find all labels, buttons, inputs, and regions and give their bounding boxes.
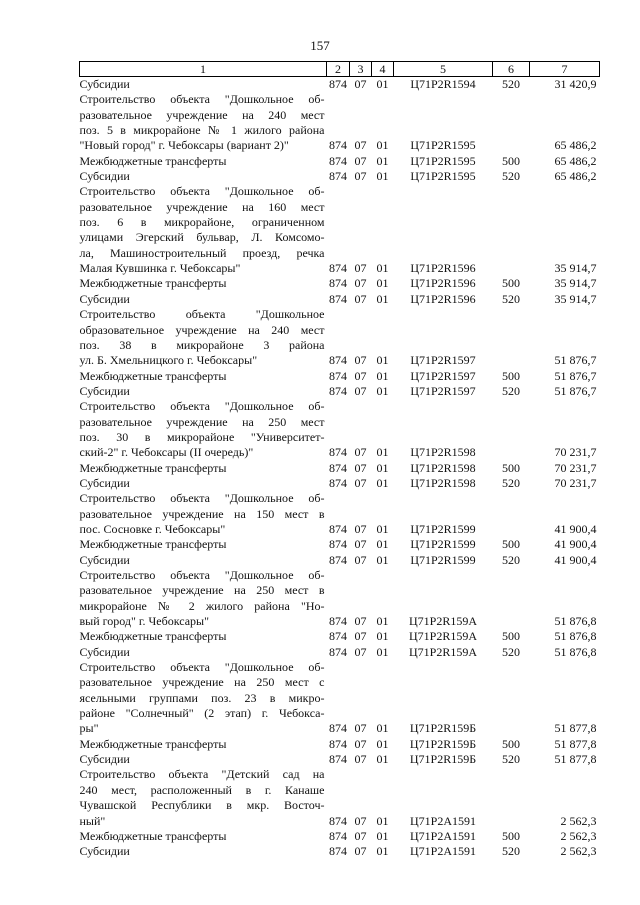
item-name-line: улицами Эгерский бульвар, Л. Комсомо- <box>79 230 325 245</box>
table-row <box>80 169 600 184</box>
amount-cell: 65 486,2 <box>554 153 597 168</box>
expense-type-cell <box>493 568 530 629</box>
expense-type-cell <box>493 92 530 153</box>
header-col-2: 2 <box>327 62 350 77</box>
target-article-cell: Ц71Р2А1591 <box>409 828 476 843</box>
expense-type-cell: 520 <box>502 752 520 767</box>
table-row <box>80 568 600 629</box>
item-name-line: ул. Б. Хмельницкого г. Чебоксары" <box>79 353 258 368</box>
target-article-cell: Ц71Р2R1595 <box>410 153 476 168</box>
amount-cell: 70 231,7 <box>554 475 597 490</box>
item-name-line: Субсидии <box>79 291 130 306</box>
ministry-code-cell: 874 <box>329 445 347 460</box>
amount-cell: 51 876,7 <box>554 353 597 368</box>
item-name-cell <box>80 553 327 568</box>
header-col-1: 1 <box>80 62 327 77</box>
amount-cell: 51 877,8 <box>554 752 597 767</box>
item-name-line: Строительство объекта "Детский сад на <box>79 767 325 782</box>
item-name-line: разовательное учреждение на 160 мест <box>79 199 325 214</box>
item-name-line: Субсидии <box>79 169 130 184</box>
item-name-line: Чувашской Республики в мкр. Восточ- <box>79 798 325 813</box>
table-row <box>80 476 600 491</box>
section-code-cell: 07 <box>354 644 367 659</box>
expense-type-cell <box>493 491 530 537</box>
amount-cell: 51 876,8 <box>554 644 597 659</box>
target-article-cell: Ц71Р2R159Б <box>409 721 477 736</box>
item-name-line: Межбюджетные трансферты <box>79 368 227 383</box>
item-name-line: Субсидии <box>79 644 130 659</box>
section-code-cell: 07 <box>354 77 367 91</box>
target-article-cell: Ц71Р2R1595 <box>410 138 476 153</box>
table-row <box>80 276 600 291</box>
subsection-code-cell: 01 <box>376 721 389 736</box>
amount-cell: 51 876,8 <box>554 629 597 644</box>
ministry-code-cell: 874 <box>329 752 347 767</box>
item-name-line: поз. 6 в микрорайоне, ограниченном <box>79 215 325 230</box>
target-article-cell: Ц71Р2R1599 <box>410 537 476 552</box>
amount-cell: 41 900,4 <box>554 552 597 567</box>
subsection-code-cell: 01 <box>376 153 389 168</box>
item-name-line: разовательное учреждение на 250 мест с <box>79 675 325 690</box>
item-name-line: микрорайоне № 2 жилого района "Но- <box>79 598 325 613</box>
item-name-line: Субсидии <box>79 383 130 398</box>
section-code-cell: 07 <box>354 261 367 276</box>
item-name-cell <box>80 491 327 537</box>
section-code-cell: 07 <box>354 291 367 306</box>
item-name-line: Субсидии <box>79 552 130 567</box>
table-row <box>80 752 600 767</box>
expense-type-cell: 520 <box>502 291 520 306</box>
section-code-cell: 07 <box>354 629 367 644</box>
item-name-cell <box>80 92 327 153</box>
section-code-cell: 07 <box>354 153 367 168</box>
item-name-line: ный" <box>79 813 106 828</box>
ministry-code-cell: 874 <box>329 813 347 828</box>
subsection-code-cell: 01 <box>376 368 389 383</box>
item-name-cell <box>80 169 327 184</box>
section-code-cell: 07 <box>354 475 367 490</box>
section-code-cell: 07 <box>354 276 367 291</box>
item-name-line: разовательное учреждение на 150 мест в <box>79 506 325 521</box>
expense-type-cell: 500 <box>502 629 520 644</box>
section-code-cell: 07 <box>354 383 367 398</box>
item-name-line: Межбюджетные трансферты <box>79 276 227 291</box>
amount-cell: 51 876,8 <box>554 614 597 629</box>
subsection-code-cell: 01 <box>376 644 389 659</box>
ministry-code-cell: 874 <box>329 353 347 368</box>
amount-cell: 2 562,3 <box>560 813 597 828</box>
item-name-cell <box>80 476 327 491</box>
ministry-code-cell: 874 <box>329 475 347 490</box>
ministry-code-cell: 874 <box>329 614 347 629</box>
expense-type-cell: 520 <box>502 844 520 859</box>
item-name-line: 240 мест, расположенный в г. Канаше <box>79 782 325 797</box>
subsection-code-cell: 01 <box>376 521 389 536</box>
target-article-cell: Ц71Р2R1594 <box>410 77 476 91</box>
section-code-cell: 07 <box>354 169 367 184</box>
item-name-line: Субсидии <box>79 752 130 767</box>
item-name-line: разовательное учреждение на 250 мест <box>79 414 325 429</box>
item-name-cell <box>80 307 327 368</box>
target-article-cell: Ц71Р2R1597 <box>410 368 476 383</box>
amount-cell: 51 876,7 <box>554 383 597 398</box>
ministry-code-cell: 874 <box>329 368 347 383</box>
item-name-line: Межбюджетные трансферты <box>79 460 227 475</box>
header-col-3: 3 <box>350 62 372 77</box>
target-article-cell: Ц71Р2А1591 <box>409 813 476 828</box>
section-code-cell: 07 <box>354 521 367 536</box>
table-row <box>80 184 600 276</box>
target-article-cell: Ц71Р2R159А <box>408 614 477 629</box>
item-name-cell <box>80 369 327 384</box>
item-name-line: образовательное учреждение на 240 мест <box>79 322 325 337</box>
amount-cell: 35 914,7 <box>554 291 597 306</box>
ministry-code-cell: 874 <box>329 261 347 276</box>
expense-type-cell: 520 <box>502 77 520 91</box>
subsection-code-cell: 01 <box>376 844 389 859</box>
target-article-cell: Ц71Р2R159А <box>408 629 477 644</box>
item-name-line: поз. 38 в микрорайоне 3 района <box>79 337 325 352</box>
subsection-code-cell: 01 <box>376 445 389 460</box>
ministry-code-cell: 874 <box>329 644 347 659</box>
subsection-code-cell: 01 <box>376 614 389 629</box>
item-name-cell <box>80 461 327 476</box>
item-name-line: Строительство объекта "Дошкольное об- <box>79 399 325 414</box>
amount-cell: 51 876,7 <box>554 368 597 383</box>
section-code-cell: 07 <box>354 614 367 629</box>
item-name-line: вый город" г. Чебоксары" <box>79 614 210 629</box>
ministry-code-cell: 874 <box>329 828 347 843</box>
subsection-code-cell: 01 <box>376 77 389 91</box>
section-code-cell: 07 <box>354 460 367 475</box>
amount-cell: 70 231,7 <box>554 460 597 475</box>
amount-cell: 35 914,7 <box>554 276 597 291</box>
item-name-cell <box>80 752 327 767</box>
expense-type-cell: 520 <box>502 552 520 567</box>
item-name-line: ский-2" г. Чебоксары (II очередь)" <box>79 445 254 460</box>
item-name-line: Строительство объекта "Дошкольное об- <box>79 660 325 675</box>
ministry-code-cell: 874 <box>329 629 347 644</box>
amount-cell: 51 877,8 <box>554 721 597 736</box>
target-article-cell: Ц71Р2R159А <box>408 644 477 659</box>
expense-type-cell: 500 <box>502 460 520 475</box>
ministry-code-cell: 874 <box>329 521 347 536</box>
subsection-code-cell: 01 <box>376 828 389 843</box>
table-row <box>80 292 600 307</box>
target-article-cell: Ц71Р2R1596 <box>410 261 476 276</box>
item-name-cell <box>80 629 327 644</box>
target-article-cell: Ц71Р2R1595 <box>410 169 476 184</box>
ministry-code-cell: 874 <box>329 552 347 567</box>
expense-type-cell <box>493 660 530 737</box>
item-name-line: Межбюджетные трансферты <box>79 629 227 644</box>
section-code-cell: 07 <box>354 736 367 751</box>
expense-type-cell: 500 <box>502 537 520 552</box>
table-header <box>80 62 600 77</box>
subsection-code-cell: 01 <box>376 276 389 291</box>
amount-cell: 35 914,7 <box>554 261 597 276</box>
item-name-line: Малая Кувшинка г. Чебоксары" <box>79 261 241 276</box>
item-name-line: Межбюджетные трансферты <box>79 153 227 168</box>
section-code-cell: 07 <box>354 353 367 368</box>
item-name-cell <box>80 384 327 399</box>
budget-table <box>79 61 600 860</box>
item-name-line: пос. Сосновке г. Чебоксары" <box>79 521 226 536</box>
item-name-line: Субсидии <box>79 475 130 490</box>
section-code-cell: 07 <box>354 368 367 383</box>
ministry-code-cell: 874 <box>329 276 347 291</box>
item-name-line: Строительство объекта "Дошкольное об- <box>79 568 325 582</box>
ministry-code-cell: 874 <box>329 291 347 306</box>
subsection-code-cell: 01 <box>376 383 389 398</box>
expense-type-cell <box>493 307 530 368</box>
expense-type-cell: 500 <box>502 736 520 751</box>
item-name-cell <box>80 568 327 629</box>
table-row <box>80 77 600 93</box>
section-code-cell: 07 <box>354 445 367 460</box>
target-article-cell: Ц71Р2R1597 <box>410 383 476 398</box>
header-col-5: 5 <box>394 62 493 77</box>
subsection-code-cell: 01 <box>376 138 389 153</box>
target-article-cell: Ц71Р2R159Б <box>409 752 477 767</box>
section-code-cell: 07 <box>354 828 367 843</box>
table-row <box>80 629 600 644</box>
header-col-7: 7 <box>530 62 600 77</box>
subsection-code-cell: 01 <box>376 475 389 490</box>
table-row <box>80 537 600 552</box>
table-row <box>80 154 600 169</box>
ministry-code-cell: 874 <box>329 736 347 751</box>
expense-type-cell: 500 <box>502 828 520 843</box>
section-code-cell: 07 <box>354 813 367 828</box>
item-name-line: разовательное учреждение на 240 мест <box>79 107 325 122</box>
table-row <box>80 645 600 660</box>
section-code-cell: 07 <box>354 138 367 153</box>
table-row <box>80 384 600 399</box>
amount-cell: 70 231,7 <box>554 445 597 460</box>
subsection-code-cell: 01 <box>376 460 389 475</box>
header-col-6: 6 <box>493 62 530 77</box>
item-name-line: Субсидии <box>79 844 130 859</box>
amount-cell: 65 486,2 <box>554 138 597 153</box>
item-name-line: Субсидии <box>79 77 130 91</box>
subsection-code-cell: 01 <box>376 261 389 276</box>
item-name-cell <box>80 645 327 660</box>
expense-type-cell: 500 <box>502 368 520 383</box>
table-row <box>80 829 600 844</box>
expense-type-cell <box>493 399 530 460</box>
section-code-cell: 07 <box>354 537 367 552</box>
target-article-cell: Ц71Р2R1597 <box>410 353 476 368</box>
table-row <box>80 369 600 384</box>
ministry-code-cell: 874 <box>329 383 347 398</box>
ministry-code-cell: 874 <box>329 77 347 91</box>
target-article-cell: Ц71Р2R1599 <box>410 552 476 567</box>
item-name-line: Межбюджетные трансферты <box>79 828 227 843</box>
target-article-cell: Ц71Р2R1596 <box>410 291 476 306</box>
item-name-line: Межбюджетные трансферты <box>79 537 227 552</box>
amount-cell: 31 420,9 <box>554 77 597 91</box>
amount-cell: 2 562,3 <box>560 844 597 859</box>
target-article-cell: Ц71Р2R159Б <box>409 736 477 751</box>
item-name-line: Строительство объекта "Дошкольное <box>79 307 325 322</box>
amount-cell: 2 562,3 <box>560 828 597 843</box>
ministry-code-cell: 874 <box>329 721 347 736</box>
amount-cell: 65 486,2 <box>554 169 597 184</box>
ministry-code-cell: 874 <box>329 537 347 552</box>
subsection-code-cell: 01 <box>376 537 389 552</box>
page-number: 157 <box>310 38 330 53</box>
table-row <box>80 399 600 460</box>
section-code-cell: 07 <box>354 721 367 736</box>
header-row <box>80 62 600 77</box>
section-code-cell: 07 <box>354 844 367 859</box>
expense-type-cell <box>493 767 530 828</box>
table-row <box>80 844 600 859</box>
target-article-cell: Ц71Р2R1598 <box>410 475 476 490</box>
subsection-code-cell: 01 <box>376 813 389 828</box>
target-article-cell: Ц71Р2R1598 <box>410 445 476 460</box>
item-name-line: Строительство объекта "Дошкольное об- <box>79 491 325 506</box>
target-article-cell: Ц71Р2А1591 <box>409 844 476 859</box>
expense-type-cell: 520 <box>502 644 520 659</box>
item-name-line: Строительство объекта "Дошкольное об- <box>79 184 325 199</box>
ministry-code-cell: 874 <box>329 844 347 859</box>
item-name-line: разовательное учреждение на 250 мест в <box>79 583 325 598</box>
target-article-cell: Ц71Р2R1599 <box>410 521 476 536</box>
item-name-line: районе "Солнечный" (2 этап) г. Чебокса- <box>79 706 325 721</box>
item-name-cell <box>80 292 327 307</box>
item-name-line: ясельными группами поз. 23 в микро- <box>79 690 325 705</box>
amount-cell: 41 900,4 <box>554 537 597 552</box>
subsection-code-cell: 01 <box>376 169 389 184</box>
subsection-code-cell: 01 <box>376 752 389 767</box>
item-name-line: ры" <box>79 721 99 736</box>
item-name-cell <box>80 77 327 93</box>
table-row <box>80 307 600 368</box>
target-article-cell: Ц71Р2R1596 <box>410 276 476 291</box>
expense-type-cell: 500 <box>502 153 520 168</box>
table-row <box>80 491 600 537</box>
ministry-code-cell: 874 <box>329 138 347 153</box>
table-body <box>80 77 600 860</box>
subsection-code-cell: 01 <box>376 552 389 567</box>
item-name-cell <box>80 660 327 737</box>
item-name-cell <box>80 276 327 291</box>
item-name-cell <box>80 399 327 460</box>
ministry-code-cell: 874 <box>329 460 347 475</box>
item-name-line: Строительство объекта "Дошкольное об- <box>79 92 325 107</box>
item-name-line: поз. 5 в микрорайоне № 1 жилого района <box>79 123 325 138</box>
section-code-cell: 07 <box>354 552 367 567</box>
item-name-line: ла, Машиностроительный проезд, речка <box>79 245 325 260</box>
subsection-code-cell: 01 <box>376 736 389 751</box>
item-name-cell <box>80 829 327 844</box>
item-name-line: "Новый город" г. Чебоксары (вариант 2)" <box>79 138 289 153</box>
ministry-code-cell: 874 <box>329 153 347 168</box>
item-name-cell <box>80 154 327 169</box>
table-row <box>80 767 600 828</box>
amount-cell: 51 877,8 <box>554 736 597 751</box>
item-name-line: Межбюджетные трансферты <box>79 736 227 751</box>
target-article-cell: Ц71Р2R1598 <box>410 460 476 475</box>
expense-type-cell: 520 <box>502 169 520 184</box>
expense-type-cell: 520 <box>502 475 520 490</box>
amount-cell: 41 900,4 <box>554 521 597 536</box>
subsection-code-cell: 01 <box>376 629 389 644</box>
item-name-cell <box>80 737 327 752</box>
expense-type-cell: 500 <box>502 276 520 291</box>
subsection-code-cell: 01 <box>376 353 389 368</box>
item-name-cell <box>80 767 327 828</box>
item-name-cell <box>80 537 327 552</box>
subsection-code-cell: 01 <box>376 291 389 306</box>
item-name-line: поз. 30 в микрорайоне "Университет- <box>79 429 325 444</box>
header-col-4: 4 <box>372 62 394 77</box>
table-row <box>80 737 600 752</box>
table-row <box>80 553 600 568</box>
table-row <box>80 92 600 153</box>
section-code-cell: 07 <box>354 752 367 767</box>
item-name-cell <box>80 844 327 859</box>
table-row <box>80 461 600 476</box>
expense-type-cell <box>493 184 530 276</box>
table-row <box>80 660 600 737</box>
item-name-cell <box>80 184 327 276</box>
ministry-code-cell: 874 <box>329 169 347 184</box>
expense-type-cell: 520 <box>502 383 520 398</box>
